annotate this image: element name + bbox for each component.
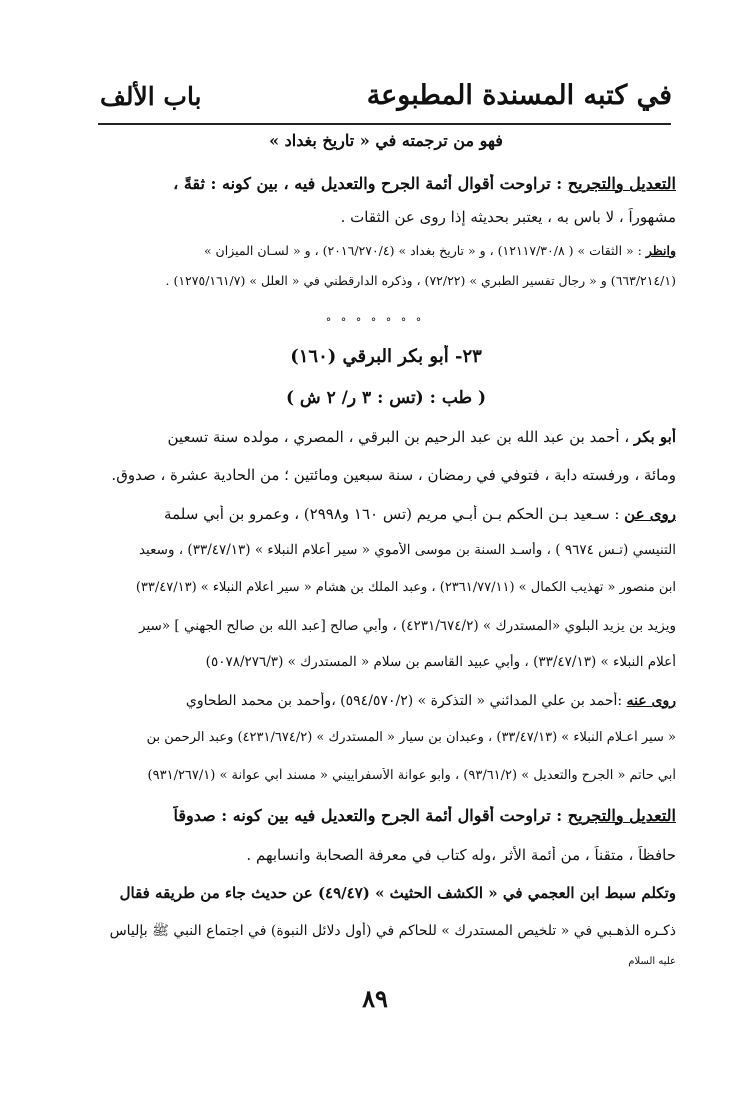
line-text: : سـعيد بـن الحكم بـن أبـي مريم (تس ١٦٠ و٢٩٩٨) ، وعمرو بن أبي سلمة <box>164 505 625 523</box>
section-keyword: أبو بكر <box>633 428 676 446</box>
paragraph-line: ويزيد بن يزيد البلوي «المستدرك » (٤٢٣١/٦٧٤/٢) ، وأبي صالح [عبد الله بن صالح الجهني ] «سير <box>139 618 676 634</box>
line-text: : تراوحت أقوال أئمة الجرح والتعديل فيه ، بين كونه : ثقةً ، <box>173 174 568 193</box>
paragraph-line: مشهوراً ، لا باس به ، يعتبر بحديثه إذا روى عن الثقات . <box>340 208 676 226</box>
entry-heading: ٢٣- أبو بكر البرقي (١٦٠) <box>290 346 482 367</box>
paragraph-line <box>96 174 676 195</box>
page-number: ٨٩ <box>362 984 388 1013</box>
paragraph-line: التنيسي (تـس ٩٦٧٤ ) ، وأسـد السنة بن موسى الأموي « سير أعلام النبلاء » (٣٣/٤٧/١٣) ، وسعيد <box>138 542 676 558</box>
paragraph-line: ومائة ، ورفسته دابة ، فتوفي في رمضان ، سنة سبعين ومائتين ؛ من الحادية عشرة ، صدوق. <box>111 466 676 484</box>
line-text: : تراوحت أقوال أئمة الجرح والتعديل فيه بين كونه : صدوقاً <box>173 806 568 825</box>
paragraph-line: أعلام النبلاء » (٣٣/٤٧/١٣) ، وأبي عبيد القاسم بن سلام « المستدرك » (٥٠٧٨/٢٧٦/٣) <box>205 654 676 670</box>
paragraph-line: ذكـره الذهـبي في « تلخيص المستدرك » للحاكم في (أول دلائل النبوة) في اجتماع النبي ﷺ بإلياس <box>109 923 676 939</box>
line-text: :أحمد بن علي المدائني « التذكرة » (٥٩٤/٥٧٠/٢) ،وأحمد بن محمد الطحاوي <box>185 693 627 709</box>
section-keyword: روى عن <box>624 505 676 523</box>
section-divider: ° ° ° ° ° ° ° <box>325 316 425 329</box>
paragraph-line: فهو من ترجمته في « تاريخ بغداد » <box>269 131 503 150</box>
paragraph-line: ابن منصور « تهذيب الكمال » (٢٣٦١/٧٧/١١) ، وعبد الملك بن هشام « سير أعلام النبلاء » (٣٣/٤٧/١٣) <box>135 580 676 595</box>
header-rule <box>98 123 671 125</box>
paragraph-line <box>96 806 676 827</box>
section-keyword: التعديل والتجريح <box>567 174 676 193</box>
paragraph-line: حافظاً ، متقناً ، من أئمة الأثر ،وله كتاب في معرفة الصحابة وانسابهم . <box>246 846 676 864</box>
running-header-title: في كتبه المسندة المطبوعة <box>366 80 672 111</box>
section-keyword: روى عنه <box>626 693 676 709</box>
line-text: : « الثقات » ( ١٢١١٧/٣٠/٨) ، و « تاريخ بغداد » (٢٠١٦/٢٧٠/٤) ، و « لسـان الميزان » <box>203 243 646 258</box>
paragraph-line: أبي حاتم « الجرح والتعديل » (٩٣/٦١/٢) ، وأبو عوانة الأسفراييني « مسند أبي عوانة » (٩٣١/٢٦٧/١) <box>147 768 676 783</box>
paragraph-line: عليه السلام <box>628 956 676 967</box>
running-header-chapter: باب الألف <box>100 82 202 111</box>
paragraph-line <box>96 243 676 259</box>
paragraph-line: « سير أعـلام النبلاء » (٣٣/٤٧/١٣) ، وعبدان بن سيار « المستدرك » (٤٢٣١/٦٧٤/٢) وعبد الرحمن بن <box>146 730 676 745</box>
section-keyword: التعديل والتجريح <box>567 806 676 825</box>
paragraph-line: وتكلم سبط ابن العجمي في « الكشف الحثيث » (٤٩/٤٧) عن حديث جاء من طريقه فقال <box>119 884 676 902</box>
paragraph-line <box>96 692 676 710</box>
section-keyword: وانظر <box>645 243 676 258</box>
paragraph-line: (٦٦٣/٢١٤/١) و « رجال تفسير الطبري » (٧٢/٢٢) ، وذكره الدارقطني في « العلل » (١٢٧٥/١٦١/٧) . <box>165 273 676 288</box>
paragraph-line <box>96 428 676 448</box>
entry-symbols: ( طب : (تس : ٣ ر/ ٢ ش ) <box>285 388 487 408</box>
paragraph-line <box>96 505 676 525</box>
line-text: ، أحمد بن عبد الله بن عبد الرحيم بن البرقي ، المصري ، مولده سنة تسعين <box>167 428 634 446</box>
